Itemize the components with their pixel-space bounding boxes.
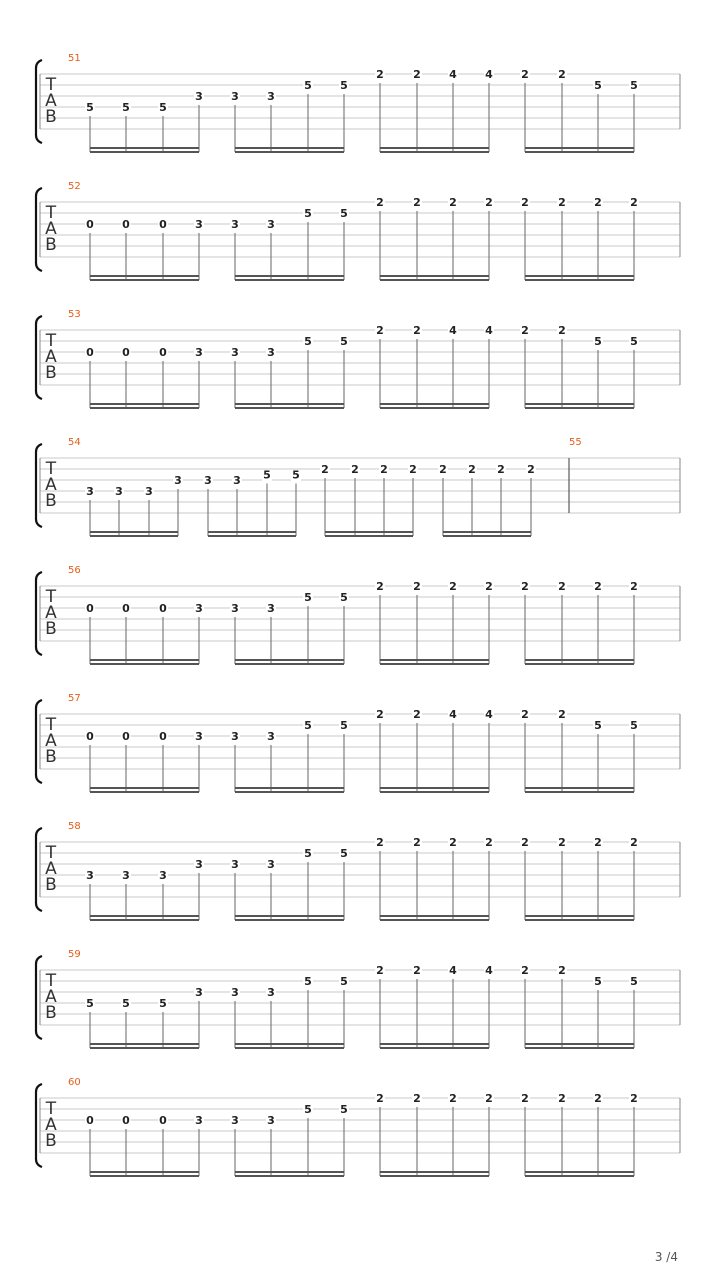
fret-number: 3 (204, 474, 212, 487)
beam (90, 279, 199, 281)
measure-number: 58 (68, 821, 81, 832)
fret-number: 3 (195, 730, 203, 743)
fret-number: 5 (304, 1103, 312, 1116)
fret-number: 0 (86, 346, 94, 359)
beam (235, 1171, 344, 1173)
tab-clef-letter: B (45, 875, 57, 895)
system-bracket (36, 700, 42, 783)
fret-number: 5 (304, 975, 312, 988)
fret-number: 3 (115, 485, 123, 498)
fret-number: 2 (594, 580, 602, 593)
fret-number: 2 (439, 463, 447, 476)
tab-clef-letter: T (45, 459, 57, 479)
fret-number: 2 (485, 836, 493, 849)
fret-number: 5 (304, 207, 312, 220)
measure-number: 57 (68, 693, 81, 704)
page-number: 3 /4 (654, 1250, 678, 1264)
beam (525, 659, 634, 661)
tab-clef-letter: A (45, 859, 57, 879)
beam (90, 147, 199, 149)
tab-clef-letter: A (45, 475, 57, 495)
beam (380, 1171, 489, 1173)
fret-number: 2 (413, 580, 421, 593)
beam (525, 787, 634, 789)
beam (235, 1175, 344, 1177)
fret-number: 5 (340, 591, 348, 604)
beam (90, 1175, 199, 1177)
fret-number: 2 (449, 580, 457, 593)
fret-number: 3 (267, 858, 275, 871)
tab-clef-letter: T (45, 843, 57, 863)
beam (235, 1043, 344, 1045)
fret-number: 2 (594, 1092, 602, 1105)
fret-number: 2 (521, 68, 529, 81)
measure-number: 51 (68, 53, 81, 64)
fret-number: 2 (376, 196, 384, 209)
tab-clef-letter: A (45, 91, 57, 111)
tab-clef-letter: T (45, 331, 57, 351)
fret-number: 5 (304, 847, 312, 860)
fret-number: 0 (122, 602, 130, 615)
tab-clef-letter: B (45, 1003, 57, 1023)
beam (525, 147, 634, 149)
system-bracket (36, 828, 42, 911)
beam (235, 1047, 344, 1049)
fret-number: 2 (558, 196, 566, 209)
beam (90, 787, 199, 789)
measure-number: 55 (569, 437, 582, 448)
fret-number: 5 (630, 335, 638, 348)
beam (208, 531, 296, 533)
tab-clef-letter: T (45, 1099, 57, 1119)
fret-number: 5 (594, 79, 602, 92)
beam (443, 535, 531, 537)
beam (90, 151, 199, 153)
fret-number: 4 (449, 324, 457, 337)
fret-number: 3 (267, 90, 275, 103)
fret-number: 5 (340, 847, 348, 860)
fret-number: 5 (340, 719, 348, 732)
beam (90, 275, 199, 277)
tab-clef-letter: B (45, 491, 57, 511)
fret-number: 0 (159, 730, 167, 743)
system-bracket (36, 1084, 42, 1167)
fret-number: 4 (485, 964, 493, 977)
tab-clef-letter: A (45, 219, 57, 239)
fret-number: 2 (409, 463, 417, 476)
measure-number: 53 (68, 309, 81, 320)
beam (235, 791, 344, 793)
fret-number: 0 (159, 1114, 167, 1127)
fret-number: 0 (122, 346, 130, 359)
system-bracket (36, 60, 42, 143)
system-bracket (36, 316, 42, 399)
tab-clef-letter: T (45, 587, 57, 607)
fret-number: 3 (195, 858, 203, 871)
fret-number: 3 (195, 1114, 203, 1127)
beam (90, 915, 199, 917)
tab-clef-letter: A (45, 987, 57, 1007)
tab-clef-letter: T (45, 971, 57, 991)
fret-number: 2 (376, 836, 384, 849)
beam (525, 1175, 634, 1177)
beam (235, 919, 344, 921)
measure-number: 54 (68, 437, 81, 448)
tab-clef-letter: B (45, 619, 57, 639)
fret-number: 2 (594, 836, 602, 849)
fret-number: 3 (159, 869, 167, 882)
fret-number: 3 (267, 218, 275, 231)
fret-number: 3 (122, 869, 130, 882)
fret-number: 3 (231, 346, 239, 359)
fret-number: 5 (594, 975, 602, 988)
fret-number: 5 (630, 79, 638, 92)
beam (90, 1043, 199, 1045)
fret-number: 3 (145, 485, 153, 498)
fret-number: 5 (594, 719, 602, 732)
fret-number: 2 (558, 964, 566, 977)
beam (235, 787, 344, 789)
fret-number: 2 (376, 964, 384, 977)
fret-number: 2 (485, 196, 493, 209)
beam (525, 663, 634, 665)
fret-number: 2 (521, 580, 529, 593)
fret-number: 0 (159, 218, 167, 231)
fret-number: 2 (413, 1092, 421, 1105)
fret-number: 3 (231, 986, 239, 999)
fret-number: 2 (376, 324, 384, 337)
fret-number: 3 (267, 346, 275, 359)
beam (90, 663, 199, 665)
fret-number: 5 (630, 975, 638, 988)
beam (443, 531, 531, 533)
system-bracket (36, 188, 42, 271)
fret-number: 2 (558, 580, 566, 593)
fret-number: 2 (413, 324, 421, 337)
fret-number: 2 (413, 68, 421, 81)
fret-number: 5 (263, 468, 271, 482)
fret-number: 3 (195, 602, 203, 615)
fret-number: 2 (468, 463, 476, 476)
fret-number: 2 (521, 1092, 529, 1105)
fret-number: 3 (195, 346, 203, 359)
fret-number: 4 (449, 964, 457, 977)
fret-number: 5 (86, 997, 94, 1010)
fret-number: 4 (449, 708, 457, 721)
beam (525, 915, 634, 917)
fret-number: 2 (449, 1092, 457, 1105)
beam (380, 151, 489, 153)
fret-number: 3 (195, 986, 203, 999)
beam (525, 919, 634, 921)
beam (380, 279, 489, 281)
system-bracket (36, 956, 42, 1039)
fret-number: 0 (86, 730, 94, 743)
fret-number: 2 (380, 463, 388, 476)
beam (525, 407, 634, 409)
fret-number: 0 (122, 1114, 130, 1127)
fret-number: 2 (449, 196, 457, 209)
beam (380, 275, 489, 277)
fret-number: 0 (86, 218, 94, 231)
fret-number: 0 (86, 602, 94, 615)
fret-number: 0 (159, 602, 167, 615)
beam (525, 275, 634, 277)
fret-number: 0 (122, 730, 130, 743)
fret-number: 5 (304, 79, 312, 92)
fret-number: 2 (521, 964, 529, 977)
fret-number: 2 (630, 196, 638, 209)
beam (235, 151, 344, 153)
fret-number: 3 (195, 218, 203, 231)
fret-number: 2 (521, 836, 529, 849)
fret-number: 2 (413, 836, 421, 849)
fret-number: 2 (413, 708, 421, 721)
tab-clef-letter: A (45, 1115, 57, 1135)
beam (380, 1047, 489, 1049)
measure-number: 52 (68, 181, 81, 192)
beam (325, 531, 413, 533)
tab-clef-letter: T (45, 715, 57, 735)
beam (235, 403, 344, 405)
fret-number: 5 (340, 79, 348, 92)
beam (208, 535, 296, 537)
fret-number: 3 (86, 869, 94, 882)
fret-number: 3 (231, 1114, 239, 1127)
beam (90, 791, 199, 793)
fret-number: 5 (304, 591, 312, 604)
fret-number: 4 (485, 708, 493, 721)
fret-number: 2 (485, 580, 493, 593)
beam (380, 659, 489, 661)
fret-number: 4 (449, 68, 457, 81)
fret-number: 5 (340, 207, 348, 220)
beam (90, 403, 199, 405)
beam (90, 1171, 199, 1173)
beam (235, 915, 344, 917)
fret-number: 0 (122, 218, 130, 231)
fret-number: 5 (340, 335, 348, 348)
fret-number: 2 (497, 463, 505, 476)
fret-number: 4 (485, 324, 493, 337)
measure-number: 60 (68, 1077, 81, 1088)
measure-number: 56 (68, 565, 81, 576)
fret-number: 3 (86, 485, 94, 498)
fret-number: 5 (292, 468, 300, 482)
fret-number: 2 (449, 836, 457, 849)
beam (380, 919, 489, 921)
fret-number: 5 (122, 101, 130, 114)
beam (380, 787, 489, 789)
fret-number: 3 (233, 474, 241, 487)
beam (90, 1047, 199, 1049)
fret-number: 3 (267, 986, 275, 999)
beam (380, 1043, 489, 1045)
fret-number: 3 (267, 602, 275, 615)
fret-number: 2 (630, 836, 638, 849)
beam (90, 531, 178, 533)
beam (235, 659, 344, 661)
fret-number: 2 (630, 580, 638, 593)
fret-number: 2 (485, 1092, 493, 1105)
beam (380, 147, 489, 149)
tab-clef-letter: B (45, 747, 57, 767)
fret-number: 3 (231, 90, 239, 103)
fret-number: 5 (340, 1103, 348, 1116)
tab-clef-letter: T (45, 203, 57, 223)
fret-number: 5 (159, 101, 167, 114)
beam (235, 275, 344, 277)
fret-number: 5 (304, 335, 312, 348)
fret-number: 3 (174, 474, 182, 487)
fret-number: 2 (558, 708, 566, 721)
fret-number: 2 (521, 324, 529, 337)
fret-number: 5 (304, 719, 312, 732)
fret-number: 3 (231, 730, 239, 743)
beam (235, 147, 344, 149)
fret-number: 2 (630, 1092, 638, 1105)
fret-number: 5 (86, 101, 94, 114)
fret-number: 2 (521, 196, 529, 209)
beam (235, 407, 344, 409)
fret-number: 5 (122, 997, 130, 1010)
fret-number: 2 (413, 196, 421, 209)
fret-number: 0 (86, 1114, 94, 1127)
tab-clef-letter: B (45, 235, 57, 255)
beam (380, 915, 489, 917)
beam (380, 407, 489, 409)
fret-number: 2 (558, 68, 566, 81)
fret-number: 2 (376, 580, 384, 593)
beam (525, 151, 634, 153)
fret-number: 3 (231, 858, 239, 871)
beam (90, 535, 178, 537)
tab-clef-letter: B (45, 107, 57, 127)
system-bracket (36, 572, 42, 655)
beam (235, 279, 344, 281)
beam (525, 1171, 634, 1173)
fret-number: 2 (558, 836, 566, 849)
fret-number: 2 (351, 463, 359, 476)
fret-number: 3 (267, 1114, 275, 1127)
fret-number: 3 (231, 602, 239, 615)
fret-number: 0 (159, 346, 167, 359)
fret-number: 2 (321, 463, 329, 476)
system-bracket (36, 444, 42, 527)
tab-clef-letter: B (45, 363, 57, 383)
fret-number: 4 (485, 68, 493, 81)
fret-number: 2 (376, 68, 384, 81)
beam (380, 1175, 489, 1177)
tab-clef-letter: A (45, 603, 57, 623)
fret-number: 5 (159, 997, 167, 1010)
tab-clef-letter: B (45, 1131, 57, 1151)
fret-number: 2 (413, 964, 421, 977)
fret-number: 5 (594, 335, 602, 348)
tab-clef-letter: T (45, 75, 57, 95)
beam (525, 791, 634, 793)
beam (90, 407, 199, 409)
beam (90, 919, 199, 921)
tab-clef-letter: A (45, 731, 57, 751)
fret-number: 2 (527, 463, 535, 476)
fret-number: 5 (630, 719, 638, 732)
beam (380, 791, 489, 793)
beam (380, 663, 489, 665)
beam (325, 535, 413, 537)
fret-number: 2 (558, 324, 566, 337)
measure-number: 59 (68, 949, 81, 960)
beam (525, 279, 634, 281)
beam (525, 1047, 634, 1049)
beam (90, 659, 199, 661)
fret-number: 2 (376, 708, 384, 721)
fret-number: 2 (521, 708, 529, 721)
beam (235, 663, 344, 665)
fret-number: 2 (594, 196, 602, 209)
beam (525, 403, 634, 405)
fret-number: 5 (340, 975, 348, 988)
fret-number: 3 (267, 730, 275, 743)
beam (525, 1043, 634, 1045)
fret-number: 2 (376, 1092, 384, 1105)
tab-clef-letter: A (45, 347, 57, 367)
fret-number: 2 (558, 1092, 566, 1105)
fret-number: 3 (195, 90, 203, 103)
fret-number: 3 (231, 218, 239, 231)
beam (380, 403, 489, 405)
